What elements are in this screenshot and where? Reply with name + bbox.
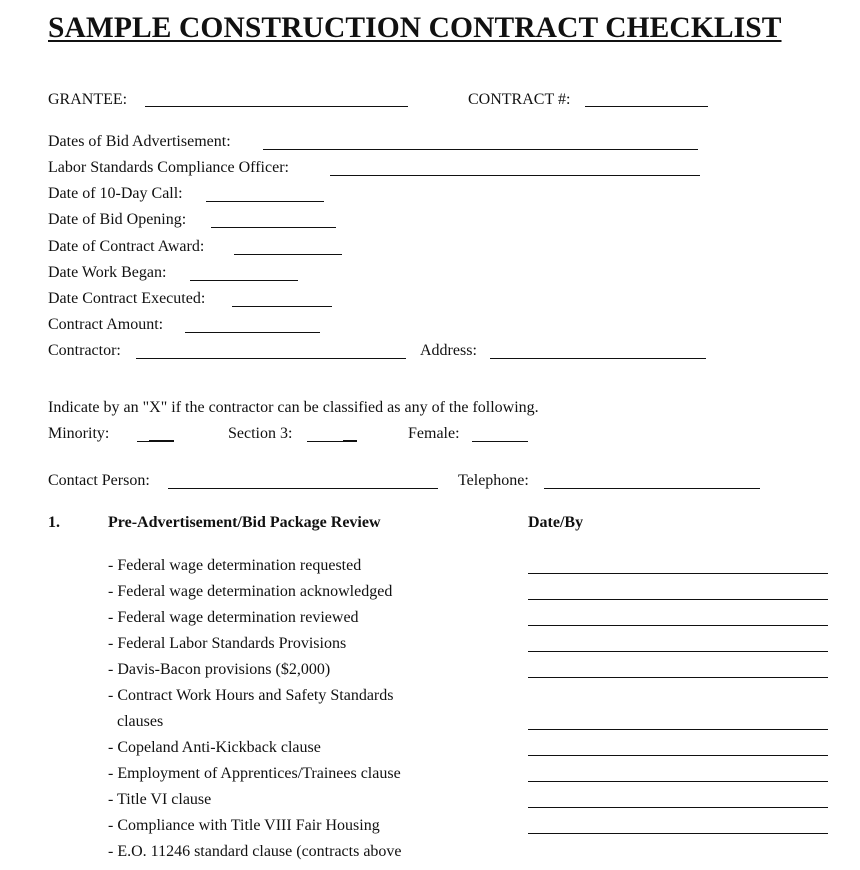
- checklist-item: - Copeland Anti-Kickback clause: [108, 739, 321, 756]
- contract-executed-field[interactable]: [232, 306, 332, 307]
- date-by-field[interactable]: [528, 651, 828, 652]
- date-by-field[interactable]: [528, 807, 828, 808]
- section-3-field-end[interactable]: [343, 440, 357, 442]
- address-label: Address:: [420, 342, 477, 359]
- checklist-item-continuation: clauses: [117, 713, 164, 730]
- document-title: SAMPLE CONSTRUCTION CONTRACT CHECKLIST: [48, 12, 782, 44]
- contractor-field[interactable]: [136, 358, 406, 359]
- contract-number-field[interactable]: [585, 106, 708, 107]
- telephone-field[interactable]: [544, 488, 760, 489]
- contact-person-field[interactable]: [168, 488, 438, 489]
- checklist-item: - Compliance with Title VIII Fair Housing: [108, 817, 380, 834]
- checklist-item: - E.O. 11246 standard clause (contracts above: [108, 843, 402, 860]
- checklist-item: - Federal Labor Standards Provisions: [108, 635, 347, 652]
- female-field[interactable]: [472, 441, 528, 442]
- bid-advertisement-dates-label: Dates of Bid Advertisement:: [48, 133, 231, 150]
- ten-day-call-field[interactable]: [206, 201, 324, 202]
- checklist-item: - Davis-Bacon provisions ($2,000): [108, 661, 331, 678]
- classification-instruction: Indicate by an "X" if the contractor can be classified as any of the following.: [48, 399, 539, 416]
- section-number: 1.: [48, 514, 60, 531]
- address-field[interactable]: [490, 358, 706, 359]
- telephone-label: Telephone:: [458, 472, 529, 489]
- date-by-field[interactable]: [528, 677, 828, 678]
- contract-number-label: CONTRACT #:: [468, 91, 571, 108]
- checklist-item: - Federal wage determination reviewed: [108, 609, 359, 626]
- checklist-item: - Employment of Apprentices/Trainees clause: [108, 765, 401, 782]
- date-by-field[interactable]: [528, 833, 828, 834]
- checklist-item: - Title VI clause: [108, 791, 212, 808]
- contract-amount-label: Contract Amount:: [48, 316, 164, 333]
- date-by-field[interactable]: [528, 729, 828, 730]
- date-by-field[interactable]: [528, 781, 828, 782]
- compliance-officer-label: Labor Standards Compliance Officer:: [48, 159, 289, 176]
- work-began-label: Date Work Began:: [48, 264, 167, 281]
- work-began-field[interactable]: [190, 280, 298, 281]
- section-heading: Pre-Advertisement/Bid Package Review: [108, 514, 381, 531]
- checklist-item: - Federal wage determination requested: [108, 557, 362, 574]
- section-3-field[interactable]: [307, 441, 343, 442]
- checklist-item: - Contract Work Hours and Safety Standards: [108, 687, 394, 704]
- date-by-field[interactable]: [528, 625, 828, 626]
- minority-field[interactable]: [149, 440, 174, 442]
- female-label: Female:: [408, 425, 460, 442]
- section-3-label: Section 3:: [228, 425, 293, 442]
- grantee-field[interactable]: [145, 106, 408, 107]
- bid-advertisement-dates-field[interactable]: [263, 149, 698, 150]
- minority-label: Minority:: [48, 425, 110, 442]
- date-by-field[interactable]: [528, 755, 828, 756]
- grantee-label: GRANTEE:: [48, 91, 128, 108]
- compliance-officer-field[interactable]: [330, 175, 700, 176]
- bid-opening-label: Date of Bid Opening:: [48, 211, 187, 228]
- checklist-item: - Federal wage determination acknowledged: [108, 583, 393, 600]
- date-by-field[interactable]: [528, 573, 828, 574]
- contract-amount-field[interactable]: [185, 332, 320, 333]
- date-by-column-heading: Date/By: [528, 514, 584, 531]
- ten-day-call-label: Date of 10-Day Call:: [48, 185, 183, 202]
- date-by-field[interactable]: [528, 599, 828, 600]
- contact-person-label: Contact Person:: [48, 472, 150, 489]
- contract-award-field[interactable]: [234, 254, 342, 255]
- contract-executed-label: Date Contract Executed:: [48, 290, 206, 307]
- contractor-label: Contractor:: [48, 342, 121, 359]
- minority-field-part[interactable]: [137, 441, 149, 442]
- bid-opening-field[interactable]: [211, 227, 336, 228]
- contract-award-label: Date of Contract Award:: [48, 238, 205, 255]
